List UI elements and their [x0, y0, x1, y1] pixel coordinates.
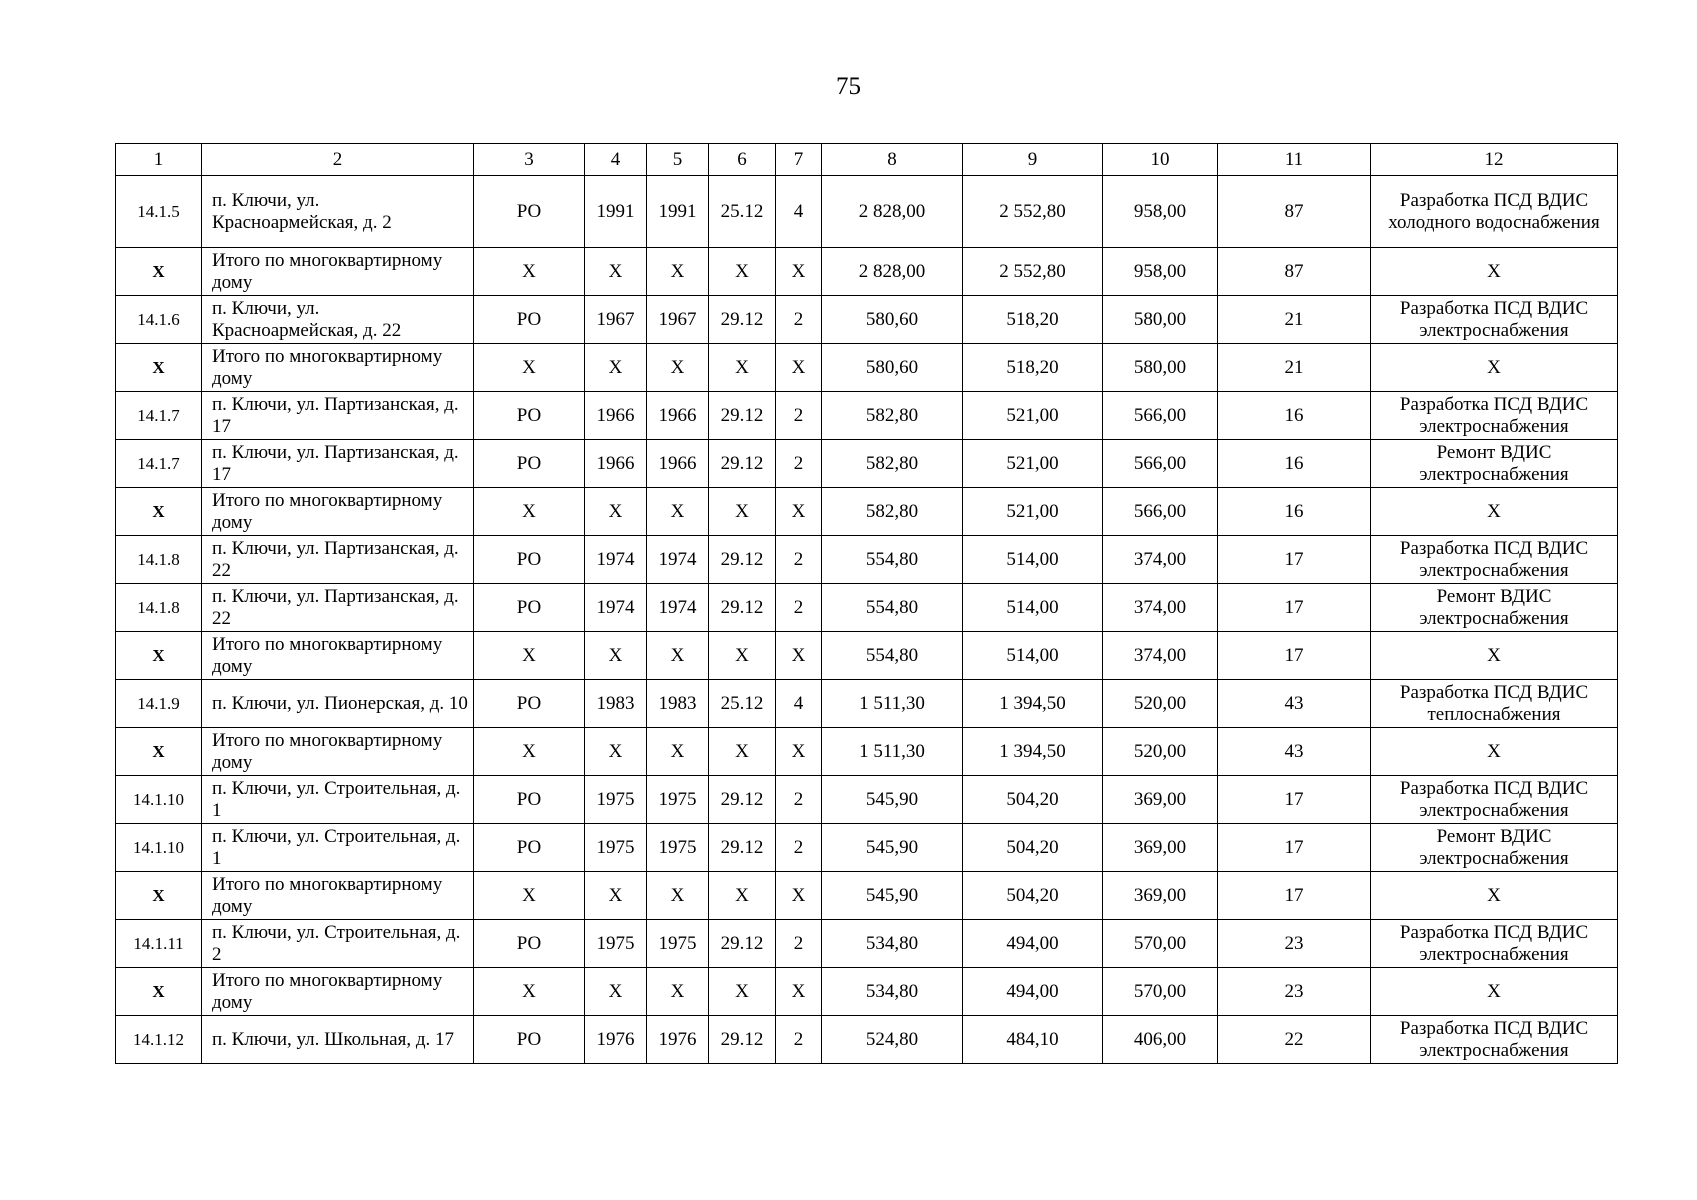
cell-residents: 43	[1218, 680, 1371, 728]
cell-build-year: 1991	[585, 176, 647, 248]
cell-floors: 2	[776, 824, 822, 872]
cell-address: п. Ключи, ул. Строительная, д. 2	[202, 920, 474, 968]
cell-living-area: 484,10	[963, 1016, 1103, 1064]
cell-item-number: Х	[116, 248, 202, 296]
cell-build-year: Х	[585, 488, 647, 536]
cell-item-number: Х	[116, 632, 202, 680]
cell-owner-type: Х	[474, 728, 585, 776]
cell-floors: 2	[776, 296, 822, 344]
cell-residents: 43	[1218, 728, 1371, 776]
cell-roof-area: 580,00	[1103, 344, 1218, 392]
cell-owner-type: Х	[474, 488, 585, 536]
cell-address: Итого по многоквартирному дому	[202, 344, 474, 392]
cell-total-area: 534,80	[822, 968, 963, 1016]
cell-living-area: 521,00	[963, 440, 1103, 488]
cell-build-year: 1974	[585, 584, 647, 632]
cell-item-number: Х	[116, 968, 202, 1016]
table-total-row	[116, 872, 1618, 920]
cell-address: п. Ключи, ул. Партизанская, д. 22	[202, 584, 474, 632]
cell-item-number: 14.1.11	[116, 920, 202, 968]
cell-deadline: Х	[709, 968, 776, 1016]
cell-residents: 16	[1218, 440, 1371, 488]
cell-living-area: 2 552,80	[963, 248, 1103, 296]
cell-build-year: 1975	[585, 776, 647, 824]
cell-commission-year: 1974	[647, 584, 709, 632]
cell-owner-type: Х	[474, 872, 585, 920]
cell-commission-year: 1966	[647, 392, 709, 440]
header-cell-col-1: 1	[116, 144, 202, 176]
cell-deadline: 29.12	[709, 296, 776, 344]
table-row	[116, 296, 1618, 344]
table-header-row	[116, 144, 1618, 176]
cell-deadline: Х	[709, 488, 776, 536]
cell-owner-type: РО	[474, 440, 585, 488]
cell-deadline: 29.12	[709, 824, 776, 872]
cell-floors: 2	[776, 440, 822, 488]
cell-owner-type: Х	[474, 248, 585, 296]
cell-item-number: Х	[116, 728, 202, 776]
cell-roof-area: 374,00	[1103, 632, 1218, 680]
cell-floors: 4	[776, 680, 822, 728]
cell-roof-area: 958,00	[1103, 248, 1218, 296]
cell-commission-year: 1975	[647, 776, 709, 824]
cell-owner-type: РО	[474, 584, 585, 632]
cell-deadline: 25.12	[709, 176, 776, 248]
cell-total-area: 582,80	[822, 440, 963, 488]
header-cell-col-8: 8	[822, 144, 963, 176]
table-row	[116, 680, 1618, 728]
cell-item-number: 14.1.12	[116, 1016, 202, 1064]
cell-work-type: Разработка ПСД ВДИС электроснабжения	[1371, 296, 1618, 344]
cell-commission-year: 1966	[647, 440, 709, 488]
cell-residents: 17	[1218, 776, 1371, 824]
cell-deadline: 29.12	[709, 440, 776, 488]
table-row	[116, 920, 1618, 968]
cell-roof-area: 566,00	[1103, 392, 1218, 440]
cell-commission-year: 1967	[647, 296, 709, 344]
cell-residents: 23	[1218, 920, 1371, 968]
cell-total-area: 1 511,30	[822, 680, 963, 728]
cell-owner-type: Х	[474, 632, 585, 680]
cell-deadline: 29.12	[709, 1016, 776, 1064]
cell-living-area: 521,00	[963, 488, 1103, 536]
cell-residents: 22	[1218, 1016, 1371, 1064]
cell-owner-type: РО	[474, 776, 585, 824]
cell-total-area: 534,80	[822, 920, 963, 968]
cell-build-year: Х	[585, 632, 647, 680]
cell-floors: 2	[776, 920, 822, 968]
cell-address: Итого по многоквартирному дому	[202, 248, 474, 296]
cell-commission-year: Х	[647, 248, 709, 296]
cell-floors: 2	[776, 392, 822, 440]
cell-owner-type: РО	[474, 824, 585, 872]
cell-work-type: Ремонт ВДИС электроснабжения	[1371, 824, 1618, 872]
header-cell-col-4: 4	[585, 144, 647, 176]
cell-residents: 87	[1218, 248, 1371, 296]
cell-living-area: 1 394,50	[963, 728, 1103, 776]
cell-commission-year: 1975	[647, 824, 709, 872]
cell-address: Итого по многоквартирному дому	[202, 728, 474, 776]
cell-address: п. Ключи, ул. Партизанская, д. 22	[202, 536, 474, 584]
cell-residents: 87	[1218, 176, 1371, 248]
cell-owner-type: Х	[474, 968, 585, 1016]
cell-build-year: Х	[585, 872, 647, 920]
cell-build-year: 1974	[585, 536, 647, 584]
cell-work-type: Ремонт ВДИС электроснабжения	[1371, 584, 1618, 632]
header-cell-col-9: 9	[963, 144, 1103, 176]
cell-living-area: 521,00	[963, 392, 1103, 440]
cell-total-area: 582,80	[822, 392, 963, 440]
cell-commission-year: 1983	[647, 680, 709, 728]
cell-commission-year: Х	[647, 632, 709, 680]
cell-owner-type: РО	[474, 536, 585, 584]
cell-deadline: 29.12	[709, 584, 776, 632]
cell-work-type: Ремонт ВДИС электроснабжения	[1371, 440, 1618, 488]
cell-owner-type: РО	[474, 392, 585, 440]
cell-deadline: Х	[709, 872, 776, 920]
cell-commission-year: 1991	[647, 176, 709, 248]
cell-address: п. Ключи, ул. Строительная, д. 1	[202, 776, 474, 824]
cell-commission-year: Х	[647, 728, 709, 776]
cell-build-year: Х	[585, 248, 647, 296]
cell-residents: 17	[1218, 632, 1371, 680]
cell-deadline: 29.12	[709, 392, 776, 440]
cell-total-area: 554,80	[822, 632, 963, 680]
cell-build-year: 1975	[585, 920, 647, 968]
cell-commission-year: Х	[647, 968, 709, 1016]
cell-floors: Х	[776, 632, 822, 680]
cell-address: Итого по многоквартирному дому	[202, 872, 474, 920]
cell-build-year: 1976	[585, 1016, 647, 1064]
cell-address: Итого по многоквартирному дому	[202, 488, 474, 536]
cell-living-area: 2 552,80	[963, 176, 1103, 248]
cell-work-type: Х	[1371, 872, 1618, 920]
cell-roof-area: 369,00	[1103, 872, 1218, 920]
cell-roof-area: 369,00	[1103, 776, 1218, 824]
cell-commission-year: Х	[647, 488, 709, 536]
header-cell-col-5: 5	[647, 144, 709, 176]
cell-item-number: 14.1.6	[116, 296, 202, 344]
table-row	[116, 440, 1618, 488]
cell-roof-area: 406,00	[1103, 1016, 1218, 1064]
cell-living-area: 494,00	[963, 968, 1103, 1016]
cell-living-area: 504,20	[963, 776, 1103, 824]
cell-deadline: Х	[709, 248, 776, 296]
cell-residents: 17	[1218, 536, 1371, 584]
cell-floors: 2	[776, 776, 822, 824]
cell-item-number: 14.1.8	[116, 584, 202, 632]
cell-floors: Х	[776, 968, 822, 1016]
cell-work-type: Х	[1371, 968, 1618, 1016]
cell-build-year: 1966	[585, 392, 647, 440]
cell-floors: 2	[776, 536, 822, 584]
cell-roof-area: 566,00	[1103, 488, 1218, 536]
cell-work-type: Х	[1371, 728, 1618, 776]
table-row	[116, 536, 1618, 584]
cell-living-area: 518,20	[963, 296, 1103, 344]
cell-total-area: 580,60	[822, 344, 963, 392]
cell-residents: 21	[1218, 344, 1371, 392]
cell-owner-type: РО	[474, 1016, 585, 1064]
cell-living-area: 514,00	[963, 632, 1103, 680]
cell-deadline: Х	[709, 344, 776, 392]
cell-build-year: 1975	[585, 824, 647, 872]
cell-owner-type: РО	[474, 176, 585, 248]
cell-work-type: Х	[1371, 632, 1618, 680]
cell-address: Итого по многоквартирному дому	[202, 968, 474, 1016]
cell-build-year: Х	[585, 728, 647, 776]
cell-address: п. Ключи, ул. Красноармейская, д. 2	[202, 176, 474, 248]
cell-floors: Х	[776, 728, 822, 776]
cell-deadline: Х	[709, 632, 776, 680]
cell-address: п. Ключи, ул. Партизанская, д. 17	[202, 392, 474, 440]
cell-floors: 2	[776, 1016, 822, 1064]
cell-item-number: Х	[116, 872, 202, 920]
cell-roof-area: 570,00	[1103, 920, 1218, 968]
header-cell-col-10: 10	[1103, 144, 1218, 176]
cell-address: п. Ключи, ул. Школьная, д. 17	[202, 1016, 474, 1064]
cell-owner-type: РО	[474, 680, 585, 728]
cell-work-type: Х	[1371, 344, 1618, 392]
cell-residents: 23	[1218, 968, 1371, 1016]
cell-roof-area: 520,00	[1103, 728, 1218, 776]
cell-build-year: 1966	[585, 440, 647, 488]
cell-living-area: 1 394,50	[963, 680, 1103, 728]
cell-address: Итого по многоквартирному дому	[202, 632, 474, 680]
cell-roof-area: 374,00	[1103, 536, 1218, 584]
header-cell-col-7: 7	[776, 144, 822, 176]
cell-work-type: Х	[1371, 488, 1618, 536]
cell-deadline: 29.12	[709, 920, 776, 968]
cell-item-number: 14.1.5	[116, 176, 202, 248]
cell-floors: Х	[776, 248, 822, 296]
cell-roof-area: 580,00	[1103, 296, 1218, 344]
header-cell-col-6: 6	[709, 144, 776, 176]
header-cell-col-11: 11	[1218, 144, 1371, 176]
cell-commission-year: Х	[647, 344, 709, 392]
cell-total-area: 545,90	[822, 824, 963, 872]
table-row	[116, 176, 1618, 248]
cell-build-year: Х	[585, 344, 647, 392]
page-number: 75	[836, 73, 861, 100]
cell-total-area: 545,90	[822, 872, 963, 920]
cell-floors: Х	[776, 488, 822, 536]
cell-total-area: 554,80	[822, 584, 963, 632]
cell-roof-area: 369,00	[1103, 824, 1218, 872]
cell-residents: 17	[1218, 824, 1371, 872]
cell-item-number: 14.1.9	[116, 680, 202, 728]
cell-total-area: 582,80	[822, 488, 963, 536]
cell-commission-year: 1976	[647, 1016, 709, 1064]
cell-owner-type: РО	[474, 296, 585, 344]
header-cell-col-12: 12	[1371, 144, 1618, 176]
cell-living-area: 494,00	[963, 920, 1103, 968]
cell-total-area: 554,80	[822, 536, 963, 584]
cell-floors: Х	[776, 344, 822, 392]
cell-commission-year: 1975	[647, 920, 709, 968]
cell-build-year: 1983	[585, 680, 647, 728]
table-total-row	[116, 728, 1618, 776]
cell-floors: 4	[776, 176, 822, 248]
cell-floors: 2	[776, 584, 822, 632]
cell-work-type: Разработка ПСД ВДИС холодного водоснабжения	[1371, 176, 1618, 248]
cell-owner-type: Х	[474, 344, 585, 392]
table-row	[116, 1016, 1618, 1064]
cell-roof-area: 570,00	[1103, 968, 1218, 1016]
cell-item-number: 14.1.7	[116, 440, 202, 488]
cell-residents: 17	[1218, 584, 1371, 632]
header-cell-col-2: 2	[202, 144, 474, 176]
cell-total-area: 2 828,00	[822, 176, 963, 248]
cell-total-area: 2 828,00	[822, 248, 963, 296]
cell-deadline: 29.12	[709, 776, 776, 824]
cell-residents: 16	[1218, 488, 1371, 536]
cell-item-number: 14.1.10	[116, 776, 202, 824]
cell-item-number: 14.1.7	[116, 392, 202, 440]
cell-owner-type: РО	[474, 920, 585, 968]
cell-address: п. Ключи, ул. Партизанская, д. 17	[202, 440, 474, 488]
cell-item-number: 14.1.8	[116, 536, 202, 584]
cell-roof-area: 958,00	[1103, 176, 1218, 248]
cell-build-year: 1967	[585, 296, 647, 344]
cell-total-area: 580,60	[822, 296, 963, 344]
cell-living-area: 518,20	[963, 344, 1103, 392]
cell-address: п. Ключи, ул. Строительная, д. 1	[202, 824, 474, 872]
cell-deadline: Х	[709, 728, 776, 776]
header-cell-col-3: 3	[474, 144, 585, 176]
cell-residents: 21	[1218, 296, 1371, 344]
cell-item-number: Х	[116, 344, 202, 392]
table-row	[116, 584, 1618, 632]
table-total-row	[116, 632, 1618, 680]
cell-living-area: 504,20	[963, 872, 1103, 920]
table-row	[116, 776, 1618, 824]
cell-commission-year: Х	[647, 872, 709, 920]
cell-residents: 16	[1218, 392, 1371, 440]
cell-roof-area: 520,00	[1103, 680, 1218, 728]
cell-address: п. Ключи, ул. Красноармейская, д. 22	[202, 296, 474, 344]
cell-work-type: Разработка ПСД ВДИС электроснабжения	[1371, 392, 1618, 440]
cell-living-area: 514,00	[963, 584, 1103, 632]
cell-work-type: Разработка ПСД ВДИС электроснабжения	[1371, 1016, 1618, 1064]
table-row	[116, 824, 1618, 872]
cell-item-number: Х	[116, 488, 202, 536]
cell-work-type: Разработка ПСД ВДИС электроснабжения	[1371, 920, 1618, 968]
table-total-row	[116, 488, 1618, 536]
table-total-row	[116, 968, 1618, 1016]
program-table	[115, 143, 1618, 1064]
table-total-row	[116, 344, 1618, 392]
cell-total-area: 524,80	[822, 1016, 963, 1064]
cell-living-area: 504,20	[963, 824, 1103, 872]
cell-floors: Х	[776, 872, 822, 920]
cell-deadline: 29.12	[709, 536, 776, 584]
cell-roof-area: 566,00	[1103, 440, 1218, 488]
cell-deadline: 25.12	[709, 680, 776, 728]
cell-address: п. Ключи, ул. Пионерская, д. 10	[202, 680, 474, 728]
cell-commission-year: 1974	[647, 536, 709, 584]
cell-work-type: Разработка ПСД ВДИС электроснабжения	[1371, 776, 1618, 824]
cell-build-year: Х	[585, 968, 647, 1016]
cell-work-type: Х	[1371, 248, 1618, 296]
cell-living-area: 514,00	[963, 536, 1103, 584]
cell-total-area: 545,90	[822, 776, 963, 824]
cell-residents: 17	[1218, 872, 1371, 920]
cell-total-area: 1 511,30	[822, 728, 963, 776]
cell-roof-area: 374,00	[1103, 584, 1218, 632]
cell-work-type: Разработка ПСД ВДИС электроснабжения	[1371, 536, 1618, 584]
cell-work-type: Разработка ПСД ВДИС теплоснабжения	[1371, 680, 1618, 728]
table-total-row	[116, 248, 1618, 296]
cell-item-number: 14.1.10	[116, 824, 202, 872]
table-row	[116, 392, 1618, 440]
